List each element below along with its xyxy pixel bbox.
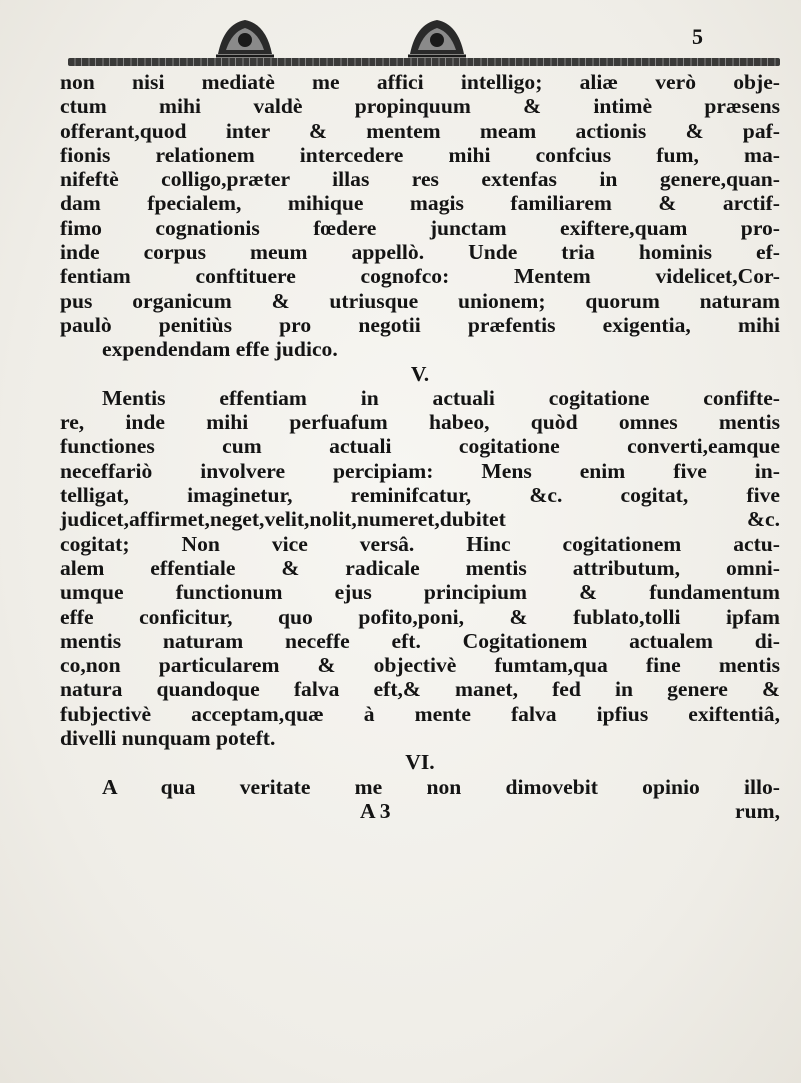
text-line: offerant,quod inter & mentem meam actionis & paf-: [60, 118, 780, 143]
text-body: [60, 70, 780, 823]
text-line: fionis relationem intercedere mihi confcius fum, ma-: [60, 142, 780, 167]
text-line: paulò penitiùs pro negotii præfentis exigentia, mihi: [60, 312, 780, 337]
text-line: fubjectivè acceptam,quæ à mente falva ipfius exiftentiâ,: [60, 701, 780, 726]
left-ornament-icon: [214, 14, 276, 60]
text-line: Mentis effentiam in actuali cogitatione confifte-: [102, 385, 780, 410]
text-line: ctum mihi valdè propinquum & intimè præsens: [60, 94, 780, 119]
right-ornament-icon: [406, 14, 468, 60]
catchword: rum,: [735, 798, 780, 823]
footer-line: [60, 799, 780, 823]
text-line: neceffariò involvere percipiam: Mens enim five in-: [60, 458, 780, 483]
text-line: mentis naturam neceffe eft. Cogitationem actualem di-: [60, 628, 780, 653]
page-number: 5: [692, 24, 703, 49]
text-line: re, inde mihi perfuafum habeo, quòd omnes mentis: [60, 410, 780, 435]
header-rule: [68, 58, 780, 66]
text-line: nifeftè colligo,præter illas res extenfas in genere,quan-: [60, 167, 780, 192]
text-line: cogitat; Non vice versâ. Hinc cogitationem actu-: [60, 531, 780, 556]
text-line: fentiam conftituere cognofco: Mentem videlicet,Cor-: [60, 264, 780, 289]
text-line: telligat, imaginetur, reminifcatur, &c. cogitat, five: [60, 483, 780, 508]
text-line: inde corpus meum appellò. Unde tria hominis ef-: [60, 240, 780, 265]
text-line: functiones cum actuali cogitatione converti,eamque: [60, 434, 780, 459]
text-line: A qua veritate me non dimovebit opinio illo-: [102, 774, 780, 799]
text-line: dam fpecialem, mihique magis familiarem & arctif-: [60, 191, 780, 216]
section-number: VI.: [405, 750, 435, 775]
text-line: expendendam effe judico.: [102, 337, 338, 362]
text-line: natura quandoque falva eft,& manet, fed in genere &: [60, 677, 780, 702]
text-line: co,non particularem & objectivè fumtam,qua fine mentis: [60, 653, 780, 678]
text-line: non nisi mediatè me affici intelligo; aliæ verò obje-: [60, 70, 780, 94]
text-line: judicet,affirmet,neget,velit,nolit,numeret,dubitet &c.: [60, 507, 780, 532]
text-line: pus organicum & utriusque unionem; quorum naturam: [60, 288, 780, 313]
section-number: V.: [410, 361, 430, 386]
text-line: effe conficitur, quo pofito,poni, & fublato,tolli ipfam: [60, 604, 780, 629]
text-line: alem effentiale & radicale mentis attributum, omni-: [60, 555, 780, 580]
signature-mark: A 3: [360, 798, 391, 823]
text-line: fimo cognationis fœdere junctam exiftere,quam pro-: [60, 215, 780, 240]
text-line: divelli nunquam poteft.: [60, 726, 276, 751]
text-line: umque functionum ejus principium & fundamentum: [60, 580, 780, 605]
